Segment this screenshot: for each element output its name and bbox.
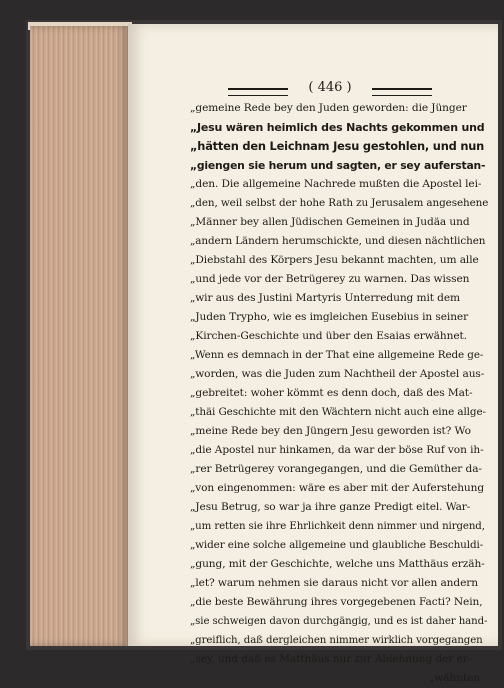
text-line: „meine Rede bey den Jüngern Jesu geworden ist? Wo: [190, 425, 471, 437]
text-line: „Jesu wären heimlich des Nachts gekommen und: [190, 121, 485, 134]
text-line: „giengen sie herum und sagten, er sey auferstan-: [190, 159, 486, 172]
text-line: „worden, was die Juden zum Nachtheil der Apostel aus-: [190, 368, 485, 380]
text-line: „greiflich, daß dergleichen nimmer wirklich vorgegangen: [190, 635, 483, 646]
text-line: „wir aus des Justini Martyris Unterredung mit dem: [190, 292, 460, 304]
text-line: „gebreitet: woher kömmt es denn doch, daß des Mat-: [190, 387, 473, 399]
page-header: [228, 80, 432, 98]
page-number: ( 446 ): [308, 80, 352, 95]
text-line: „um retten sie ihre Ehrlichkeit denn nimmer und nirgend,: [190, 521, 485, 532]
text-line: „andern Ländern herumschickte, und diesen nächtlichen: [190, 235, 486, 247]
text-line: „gung, mit der Geschichte, welche uns Matthäus erzäh-: [190, 558, 485, 570]
text-line: „wider eine solche allgemeine und glaubliche Beschuldi-: [190, 539, 484, 551]
text-line: „Diebstahl des Körpers Jesu bekannt machten, um alle: [190, 254, 479, 266]
text-line: „hätten den Leichnam Jesu gestohlen, und nun: [190, 139, 485, 153]
page-stack-edge: [30, 26, 130, 646]
text-line: „let? warum nehmen sie daraus nicht vor allen andern: [190, 577, 478, 589]
text-line: „den. Die allgemeine Nachrede mußten die Apostel lei-: [190, 178, 482, 190]
text-line: „von eingenommen: wäre es aber mit der Auferstehung: [190, 482, 485, 494]
text-line: „sie schweigen davon durchgängig, und es ist daher hand-: [190, 616, 488, 627]
text-line: „gemeine Rede bey den Juden geworden: die Jünger: [190, 102, 467, 114]
text-line: „Kirchen-Geschichte und über den Esaias erwähnet.: [190, 330, 467, 342]
text-line: „rer Betrügerey vorangegangen, und die Gemüther da-: [190, 463, 482, 475]
text-line: „die Apostel nur hinkamen, da war der böse Ruf von ih-: [190, 444, 484, 456]
text-line: „Jesu Betrug, so war ja ihre ganze Predigt eitel. War-: [190, 501, 471, 513]
text-line: „sey, und daß es Matthäus nur zur Ablehnung der er-: [190, 653, 472, 665]
page-text: [190, 99, 489, 688]
catchword-line: „wähnten: [429, 672, 480, 684]
text-line: „thäi Geschichte mit den Wächtern nicht auch eine allge-: [190, 406, 486, 418]
text-line: „den, weil selbst der hohe Rath zu Jerusalem angesehene: [190, 197, 489, 209]
text-line: „Juden Trypho, wie es imgleichen Eusebius in seiner: [190, 311, 469, 323]
text-line: „die beste Bewährung ihres vorgegebenen Facti? Nein,: [190, 596, 483, 608]
header-rule-right: [372, 88, 432, 96]
text-line: „Wenn es demnach in der That eine allgemeine Rede ge-: [190, 349, 484, 361]
text-line: „und jede vor der Betrügerey zu warnen. Das wissen: [190, 273, 470, 285]
text-line: „Männer bey allen Jüdischen Gemeinen in Judäa und: [190, 216, 470, 228]
